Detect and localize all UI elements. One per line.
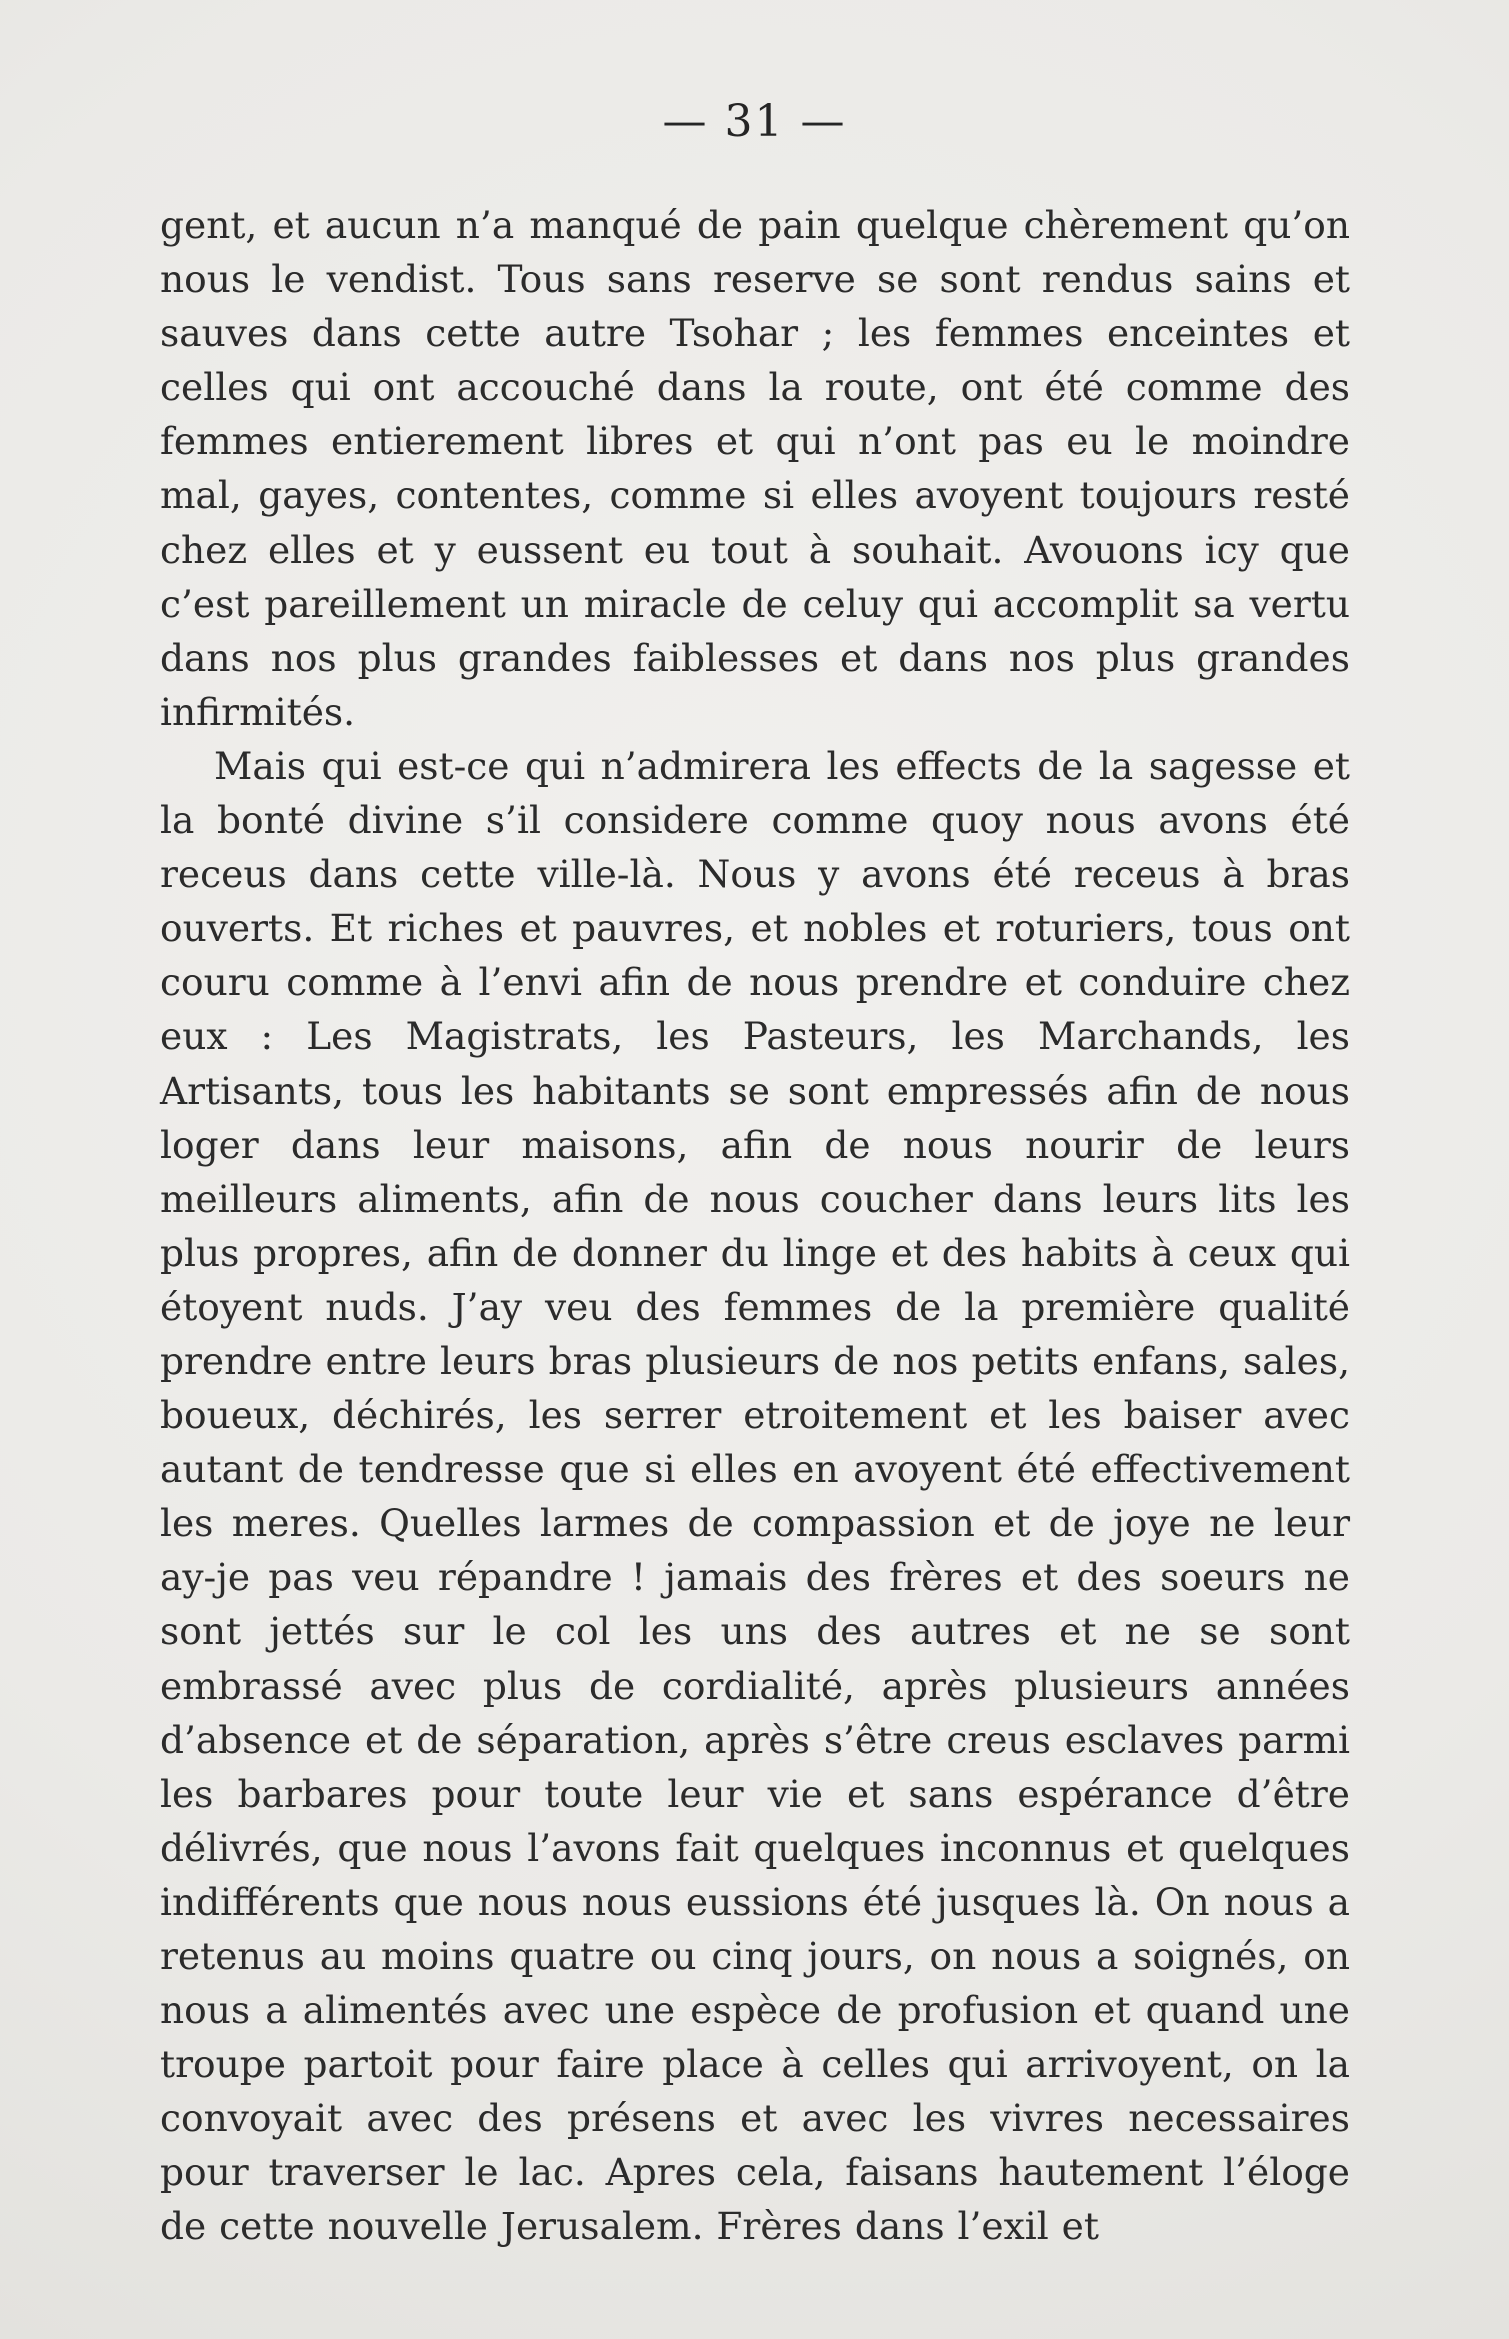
page-body-text (160, 198, 1350, 2254)
paragraph-2: Mais qui est-ce qui n’admirera les effects de la sagesse et la bonté divine s’il considere comme quoy nous avons été receus dans cette ville-là. Nous y avons été receus à bras ouverts. Et riches et pauvres, et nobles et roturiers, tous ont couru comme à l’envi afin de nous prendre et conduire chez eux : Les Magistrats, les Pasteurs, les Marchands, les Artisants, tous les habitants se sont empressés afin de nous loger dans leur maisons, afin de nous nourir de leurs meilleurs aliments, afin de nous coucher dans leurs lits les plus propres, afin de donner du linge et des habits à ceux qui étoyent nuds. J’ay veu des femmes de la première qualité prendre entre leurs bras plusieurs de nos petits enfans, sales, boueux, déchirés, les serrer etroitement et les baiser avec autant de tendresse que si elles en avoyent été effectivement les meres. Quelles larmes de compassion et de joye ne leur ay-je pas veu répandre ! jamais des frères et des soeurs ne sont jettés sur le col les uns des autres et ne se sont embrassé avec plus de cordialité, après plusieurs années d’absence et de séparation, après s’être creus esclaves parmi les barbares pour toute leur vie et sans espérance d’être délivrés, que nous l’avons fait quelques inconnus et quelques indifférents que nous nous eussions été jusques là. On nous a retenus au moins quatre ou cinq jours, on nous a soignés, on nous a alimentés avec une espèce de profusion et quand une troupe partoit pour faire place à celles qui arrivoyent, on la convoyait avec des présens et avec les vivres necessaires pour traverser le lac. Apres cela, faisans hautement l’éloge de cette nouvelle Jerusalem. Frères dans l’exil et (160, 743, 1350, 2249)
paragraph-1: gent, et aucun n’a manqué de pain quelque chèrement qu’on nous le vendist. Tous sans reserve se sont rendus sains et sauves dans cette autre Tsohar ; les femmes enceintes et celles qui ont accouché dans la route, ont été comme des femmes entierement libres et qui n’ont pas eu le moindre mal, gayes, contentes, comme si elles avoyent toujours resté chez elles et y eussent eu tout à souhait. Avouons icy que c’est pareillement un miracle de celuy qui accomplit sa vertu dans nos plus grandes faiblesses et dans nos plus grandes infirmités. (160, 203, 1350, 734)
page-number: — 31 — (662, 96, 847, 147)
